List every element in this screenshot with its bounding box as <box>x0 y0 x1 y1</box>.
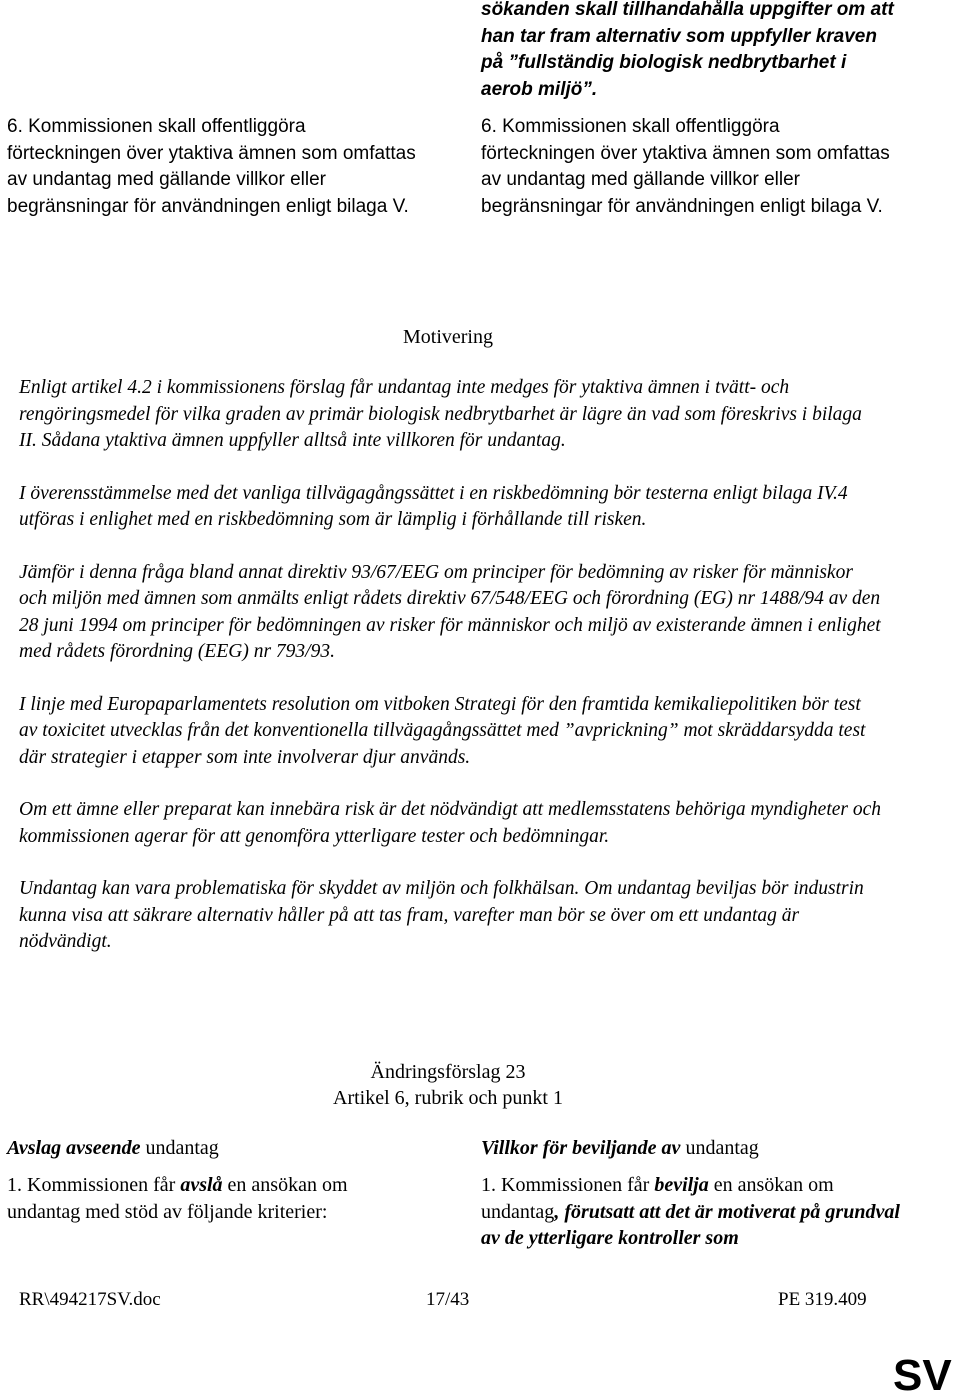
motivering-paragraph: Enligt artikel 4.2 i kommissionens förslag får undantag inte medges för ytaktiva ämnen i tvätt- och rengöringsmedel för vilka graden av primär biologisk nedbrytbarhet är lägre än vad som föreskrivs i bilaga II. Sådana ytaktiva ämnen uppfyller alltså inte villkoren för undantag. <box>19 377 862 451</box>
amendment-right-heading <box>481 1135 901 1162</box>
left-p1-text: 1. Kommissionen får <box>7 1174 181 1196</box>
footer-language-code: SV <box>893 1351 952 1400</box>
amendment-reference: Artikel 6, rubrik och punkt 1 <box>333 1087 563 1109</box>
motivering-body <box>19 375 884 982</box>
left-p1-emphasis: avslå <box>180 1174 223 1196</box>
right-heading-rest: undantag <box>680 1137 759 1159</box>
left-p1-text-rest: en ansökan om undantag med stöd av följande kriterier: <box>7 1174 348 1223</box>
motivering-paragraph: Undantag kan vara problematiska för skyddet av miljön och folkhälsan. Om undantag beviljas bör industrin kunna visa att säkrare alternativ håller på att tas fram, varefter man bör se över om ett undantag är nödvändigt. <box>19 878 864 952</box>
left-heading-bold: Avslag avseende <box>7 1137 141 1159</box>
motivering-paragraph: I överensstämmelse med det vanliga tillvägagångssättet i en riskbedömning bör testerna enligt bilaga IV.4 utföras i enlighet med en riskbedömning som är lämplig i förhållande till risken. <box>19 482 848 530</box>
right-p1-text: 1. Kommissionen får <box>481 1174 655 1196</box>
right-heading-bold: Villkor för beviljande av <box>481 1137 681 1159</box>
left-column-item-6: 6. Kommissionen skall offentliggöra förteckningen över ytaktiva ämnen som omfattas av undantag med gällande villkor eller begränsningar för användningen enligt bilaga V. <box>7 116 416 217</box>
amendment-number: Ändringsförslag 23 <box>370 1061 526 1083</box>
right-column-continued-text: sökanden skall tillhandahålla uppgifter om att han tar fram alternativ som uppfyller kraven på ”fullständig biologisk nedbrytbarhet i aerob miljö”. <box>481 0 894 100</box>
right-column-item-6: 6. Kommissionen skall offentliggöra förteckningen över ytaktiva ämnen som omfattas av undantag med gällande villkor eller begränsningar för användningen enligt bilaga V. <box>481 116 890 217</box>
right-p1-emphasis-rest: , förutsatt att det är motiverat på grundval av de ytterligare kontroller som <box>481 1200 900 1249</box>
right-p1-text-mid: en ansökan om undantag <box>481 1174 834 1223</box>
left-heading-rest: undantag <box>140 1137 219 1159</box>
footer-pe-ref: PE 319.409 <box>778 1289 867 1310</box>
amendment-right-paragraph <box>481 1172 901 1252</box>
motivering-paragraph: Om ett ämne eller preparat kan innebära risk är det nödvändigt att medlemsstatens behöriga myndigheter och kommissionen agerar för att genomföra ytterligare tester och bedömningar. <box>19 799 882 847</box>
footer-doc-ref: RR\494217SV.doc <box>19 1289 161 1310</box>
motivering-paragraph: Jämför i denna fråga bland annat direktiv 93/67/EEG om principer för bedömning av risker för människor och miljön med ämnen som anmälts enligt rådets direktiv 67/548/EEG och förordning (EG) nr 1488/94 av den 28 juni 1994 om principer för bedömningen av risker för människor och miljö av existerande ämnen i enlighet med rådets förordning (EEG) nr 793/93. <box>19 561 881 662</box>
motivering-heading: Motivering <box>403 326 493 348</box>
right-p1-emphasis: bevilja <box>654 1174 709 1196</box>
motivering-paragraph: I linje med Europaparlamentets resolution om vitboken Strategi för den framtida kemikaliepolitiken bör test av toxicitet utvecklas från det konventionella tillvägagångssättet med ”avprickning” mot skräddarsydda test där strategier i etapper som inte involverar djur används. <box>19 693 866 768</box>
amendment-left-heading <box>7 1135 417 1162</box>
amendment-left-paragraph <box>7 1172 417 1225</box>
footer-page-number: 17/43 <box>426 1289 470 1310</box>
